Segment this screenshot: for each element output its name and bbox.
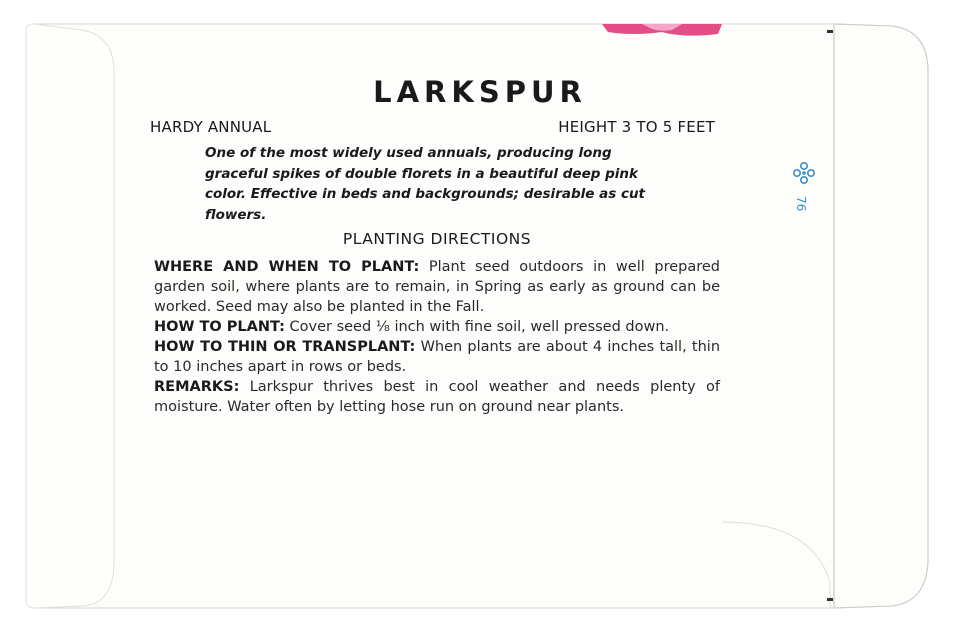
direction-where-when <box>154 257 720 317</box>
direction-label: HOW TO THIN OR TRANSPLANT: <box>154 339 416 355</box>
flower-description: One of the most widely used annuals, producing long graceful spikes of double florets in a beautiful deep pink color. Effective in beds and backgrounds; desirable as cut flowers. <box>205 145 646 223</box>
direction-text: Cover seed ⅛ inch with fine soil, well pressed down. <box>289 319 670 335</box>
packet-title: LARKSPUR <box>373 75 587 109</box>
direction-how-to-plant <box>154 317 720 337</box>
direction-text: Plant seed outdoors in well prepared garden soil, where plants are to remain, in Spring as early as ground can be worked. Seed may also be planted in the Fall. <box>154 259 720 315</box>
planting-directions-heading: PLANTING DIRECTIONS <box>342 230 532 248</box>
planting-directions <box>154 257 720 417</box>
direction-label: WHERE AND WHEN TO PLANT: <box>154 259 420 275</box>
direction-text: Larkspur thrives best in cool weather and needs plenty of moisture. Water often by letting hose run on ground near plants. <box>154 379 721 415</box>
direction-remarks <box>154 377 720 417</box>
direction-label: REMARKS: <box>154 379 240 395</box>
height-label: HEIGHT 3 TO 5 FEET <box>558 118 715 136</box>
direction-text: When plants are about 4 inches tall, thin to 10 inches apart in rows or beds. <box>154 339 721 375</box>
direction-thin-transplant <box>154 337 720 377</box>
direction-label: HOW TO PLANT: <box>154 319 285 335</box>
hardiness-label: HARDY ANNUAL <box>150 118 272 136</box>
packet-code: 76 <box>794 196 808 212</box>
